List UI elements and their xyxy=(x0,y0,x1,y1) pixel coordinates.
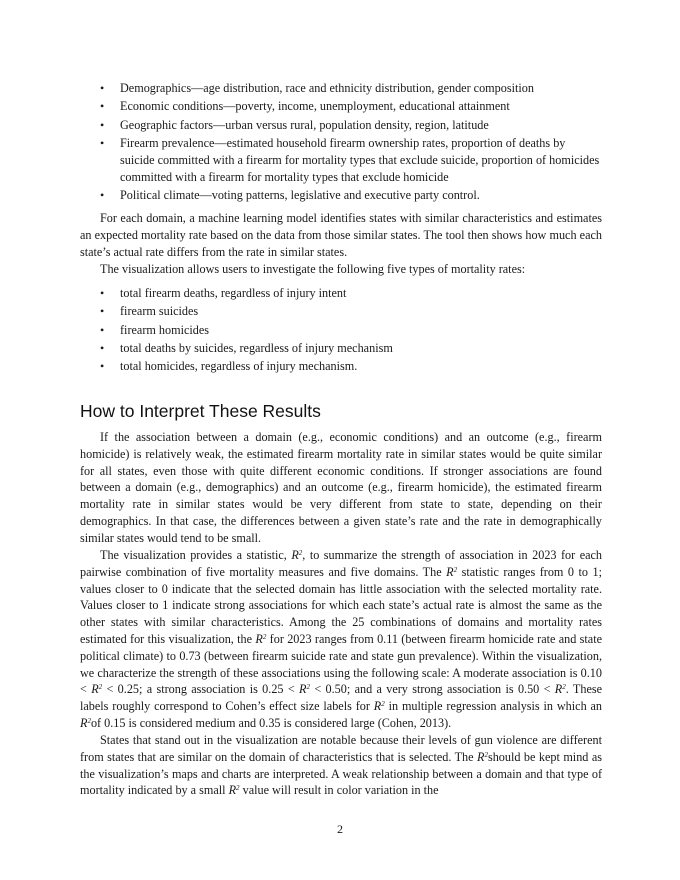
list-item: • firearm homicides xyxy=(120,322,580,339)
list-item: • total firearm deaths, regardless of injury intent xyxy=(120,285,580,302)
list-item: • Political climate—voting patterns, legislative and executive party control. xyxy=(120,187,600,204)
r-squared: $R^2$ xyxy=(554,682,566,697)
page-number: 2 xyxy=(337,822,343,836)
paragraph-visualization-intro: The visualization allows users to investigate the following five types of mortality rates: xyxy=(100,262,526,276)
list-item: • Geographic factors—urban versus rural, population density, region, latitude xyxy=(120,117,600,134)
r-squared: $R^2$ xyxy=(80,715,91,730)
paragraph-domain-model: For each domain, a machine learning model identifies states with similar characteristics and estimates an expected mortality rate based on the data from those similar states. The tool then shows how much each state’s actual rate differs from the rate in similar states. xyxy=(80,211,602,259)
list-item: • firearm suicides xyxy=(120,303,580,320)
r-squared: $R^2$ xyxy=(291,548,303,562)
list-item: • Firearm prevalence—estimated household firearm ownership rates, proportion of deaths by suicide committed with a firearm for mortality types that exclude suicide, proportion of homicides committed with a firearm for mortality types that exclude homicide xyxy=(120,135,600,186)
r-squared: $R^2$ xyxy=(299,682,310,697)
paragraph-states: States that stand out in the visualization are notable because their levels of gun violence are different from states that are similar on the domain of characteristics that is selected. The $R^2should$ be kept mind as the visualization’s maps and charts are interpreted. A weak relationship between a domain and that type of mortality indicated by a small $R^2$ value will result in color variation in the xyxy=(80,733,603,798)
r-squared: $R^2$ xyxy=(228,783,240,798)
list-item: • Economic conditions—poverty, income, unemployment, educational attainment xyxy=(120,98,600,115)
mortality-type-list xyxy=(120,285,580,376)
r-squared: $R^2$ xyxy=(91,682,103,697)
list-item: • total deaths by suicides, regardless of injury mechanism xyxy=(120,340,580,357)
r-squared: $R^2$ xyxy=(373,699,385,714)
section-heading: How to Interpret These Results xyxy=(80,401,321,421)
list-item: • Demographics—age distribution, race and ethnicity distribution, gender composition xyxy=(120,80,600,97)
domain-list xyxy=(120,80,600,205)
r-squared: $R^2$ xyxy=(255,631,267,646)
paragraph-association: If the association between a domain (e.g., economic conditions) and an outcome (e.g., firearm homicide) is relatively weak, the estimated firearm mortality rate in similar states would be quite similar for all states, even those with quite different economic conditions. If stronger associations are found between a domain (e.g., demographics) and an outcome (e.g., firearm homicide), the estimated firearm mortality rate in similar states would be very different from state to state, depending on their demographics. In that case, the differences between a given state’s rate and the rate in demographically similar states would tend to be small. xyxy=(80,430,603,545)
paragraph-statistic: The visualization provides a statistic, $R^2$, to summarize the strength of association in 2023 for each pairwise combination of five mortality measures and five domains. The $R^2$ statistic ranges from 0 to 1; values closer to 0 indicate that the selected domain has little association with the selected mortality rate. Values closer to 1 indicate strong associations for which each state’s actual rate is almost the same as the other states with similar characteristics. Among the 25 combinations of domains and mortality rates estimated for this visualization, the $R^2$ for 2023 ranges from 0.11 (between firearm homicide rate and state political climate) to 0.73 (between firearm suicide rate and state gun prevalence). Within the visualization, we characterize the strength of these associations using the following scale: A moderate association is $0.10 < R^2 < 0.25$; a strong association is $0.25 < R^2 < 0.50$; and a very strong association is $0.50 < R^2$. These labels roughly correspond to Cohen’s effect size labels for $R^2$ in multiple regression analysis in which an $R^2of$ 0.15 is considered medium and 0.35 is considered large (Cohen, 2013). xyxy=(80,548,603,730)
r-squared: $R^2$ xyxy=(446,564,458,579)
r-squared: $R^2$ xyxy=(477,749,488,764)
list-item: • total homicides, regardless of injury mechanism. xyxy=(120,358,580,375)
